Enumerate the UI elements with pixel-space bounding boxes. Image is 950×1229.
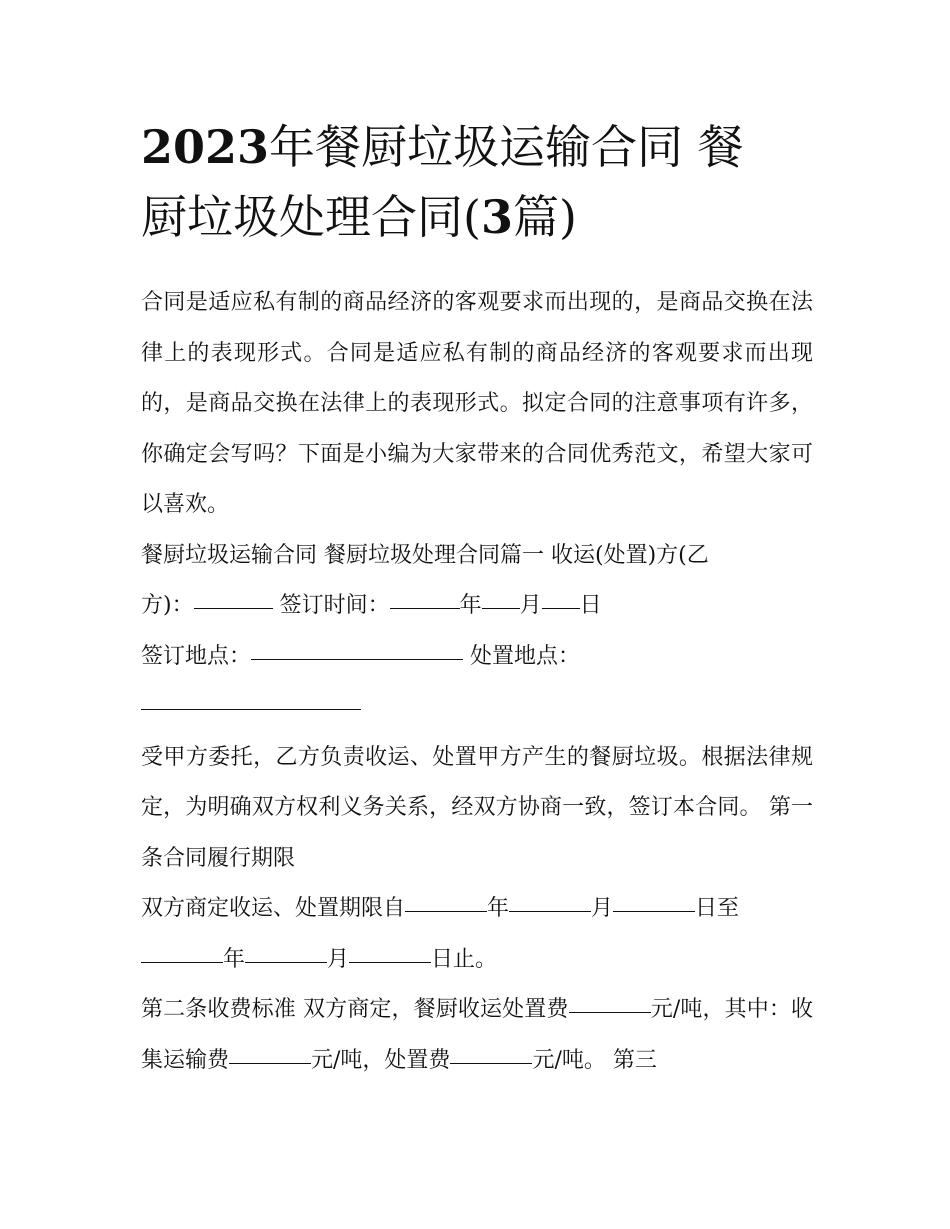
period-end-year-label: 年 xyxy=(223,946,246,972)
dispose-fee-blank xyxy=(450,1062,532,1064)
sign-year-blank xyxy=(390,607,460,609)
fee-label: 第二条收费标准 双方商定，餐厨收运处置费 xyxy=(141,997,569,1022)
period-end-year-blank xyxy=(141,961,223,963)
dispose-fee-label: 元/吨，处置费 xyxy=(311,1047,451,1073)
sign-month-label: 月 xyxy=(519,593,542,618)
title-line2: 厨垃圾处理合同( xyxy=(141,190,481,244)
dispose-place-label: 处置地点： xyxy=(463,643,581,669)
title-year: 2023 xyxy=(141,120,270,174)
period-start-year-blank xyxy=(405,910,487,912)
title-line1: 年餐厨垃圾运输合同 餐 xyxy=(269,120,744,174)
period-end-day-label: 日止。 xyxy=(431,946,498,972)
period-label: 双方商定收运、处置期限自 xyxy=(141,896,406,921)
fee-end-label: 元/吨。 第三 xyxy=(532,1047,657,1073)
dispose-place-blank xyxy=(141,708,361,710)
period-start-year-label: 年 xyxy=(487,896,510,921)
title-line2-end: 篇) xyxy=(512,190,577,244)
period-paragraph xyxy=(141,884,813,985)
party-b-blank xyxy=(194,607,273,609)
period-start-month-label: 月 xyxy=(591,896,614,921)
document-title xyxy=(141,112,813,252)
transport-fee-label: 元/吨，其中：收集运输费 xyxy=(141,997,813,1073)
period-end-month-blank xyxy=(245,961,327,963)
sign-day-label: 日 xyxy=(579,593,602,618)
sign-place-blank xyxy=(251,658,463,660)
total-fee-blank xyxy=(569,1011,651,1013)
sign-year-label: 年 xyxy=(459,593,482,618)
sign-place-label: 签订地点： xyxy=(141,643,252,669)
period-end-day-blank xyxy=(349,961,431,963)
sign-time-label: 签订时间： xyxy=(272,593,390,618)
party-b-label: 方)： xyxy=(141,593,194,618)
period-start-day-label: 日至 xyxy=(695,896,740,921)
entrust-paragraph: 受甲方委托，乙方负责收运、处置甲方产生的餐厨垃圾。根据法律规定，为明确双方权利义务关系，经双方协商一致，签订本合同。 第一条合同履行期限 xyxy=(141,744,813,871)
section1-heading: 餐厨垃圾运输合同 餐厨垃圾处理合同篇一 收运(处置)方(乙 xyxy=(141,542,709,568)
sign-month-blank xyxy=(482,607,520,609)
intro-paragraph: 合同是适应私有制的商品经济的客观要求而出现的，是商品交换在法律上的表现形式。合同是适应私有制的商品经济的客观要求而出现的，是商品交换在法律上的表现形式。拟定合同的注意事项有许多，你确定会写吗？下面是小编为大家带来的合同优秀范文，希望大家可以喜欢。 xyxy=(141,290,813,517)
title-count: 3 xyxy=(480,190,513,244)
document-content xyxy=(141,112,813,1086)
period-end-month-label: 月 xyxy=(327,946,350,972)
period-start-day-blank xyxy=(613,910,695,912)
fee-paragraph xyxy=(141,985,813,1086)
period-start-month-blank xyxy=(509,910,591,912)
transport-fee-blank xyxy=(229,1062,311,1064)
sign-day-blank xyxy=(542,607,580,609)
section1-paragraph xyxy=(141,531,813,733)
